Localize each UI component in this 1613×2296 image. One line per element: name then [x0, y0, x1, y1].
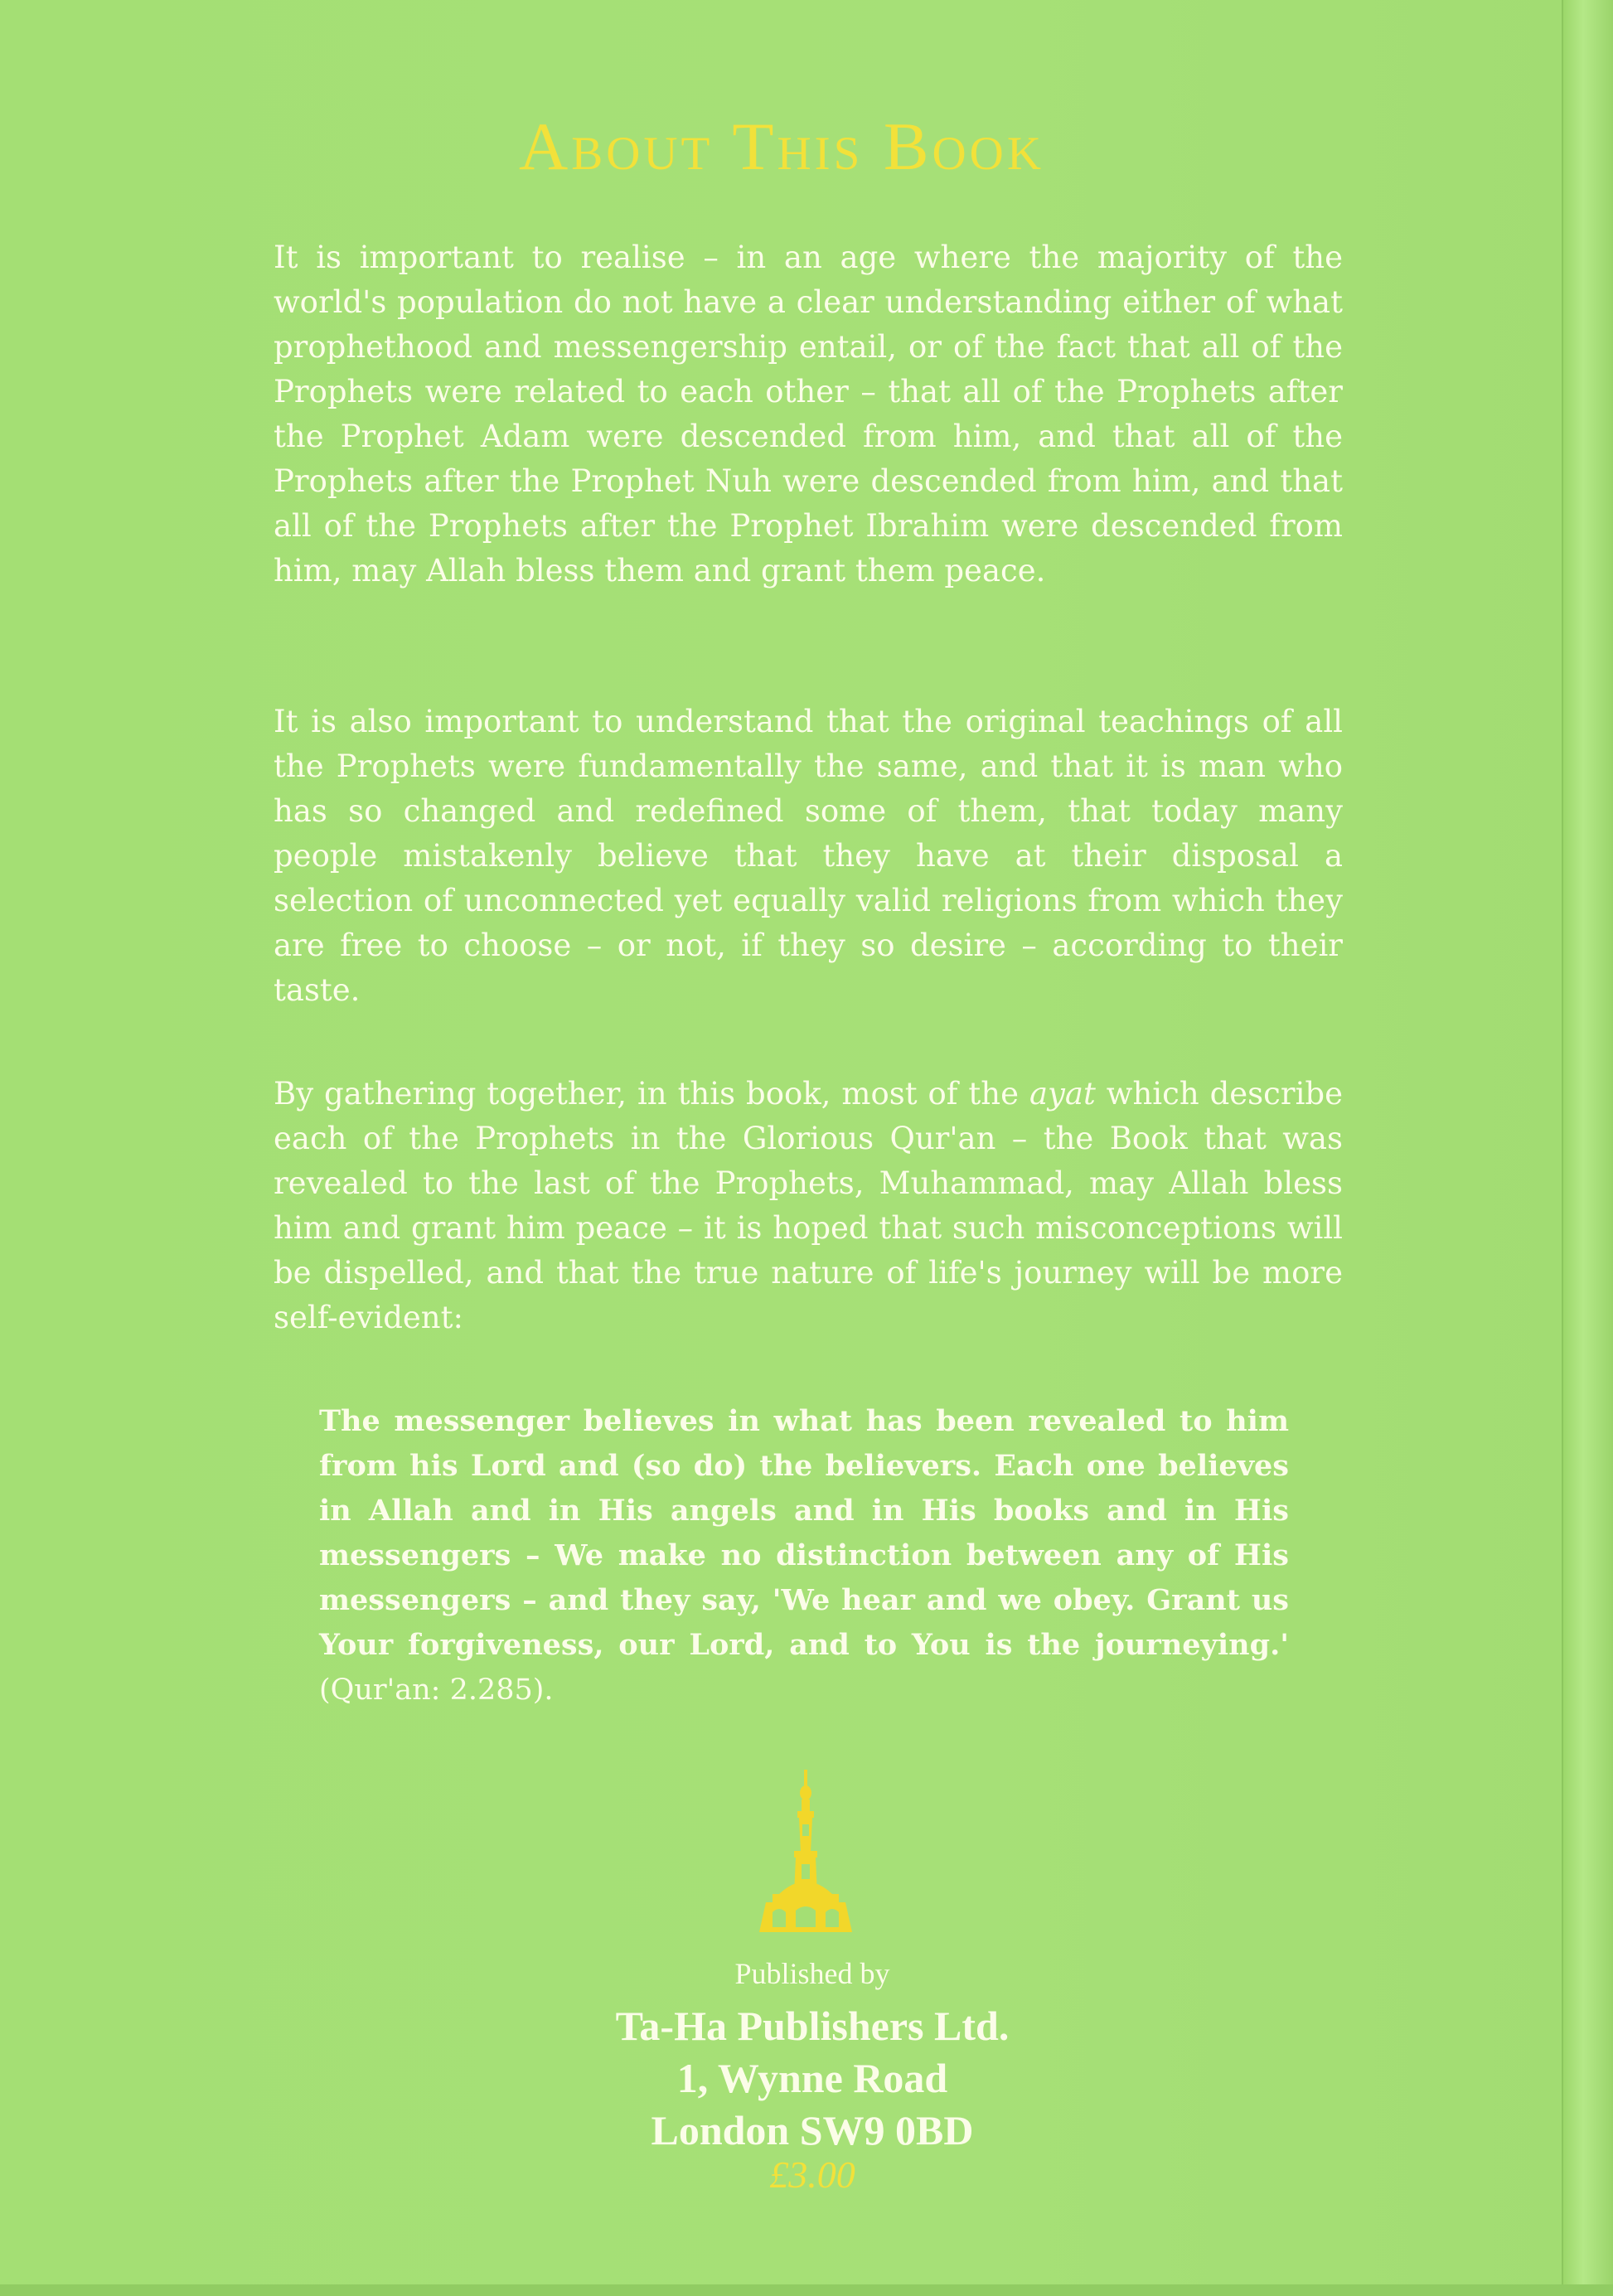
paragraph-text: which describe each of the Prophets in the Glorious Qur'an – the Book that was revealed to the last of the Prophets, Muhammad, may Allah bless him and grant him peace – it is hoped that such misconceptions will be dispelled, and that the true nature of life's journey will be more self-evident: — [274, 1076, 1343, 1335]
quote-text: The messenger believes in what has been revealed to him from his Lord and (so do) the believers. Each one believes in Allah and in His angels and in His books and in His messengers – We make no distinction between any of His messengers – and they say, 'We hear and we obey. Grant us Your forgiveness, our Lord, and to You is the journeying.' — [319, 1404, 1289, 1662]
ayat-term: ayat — [1029, 1076, 1096, 1112]
paragraph-original-teachings: It is also important to understand that the original teachings of all the Prophets were fundamentally the same, and that it is man who has so changed and redefined some of them, that today many people mistakenly believe that they have at their disposal a selection of unconnected yet equally valid religions from which they are free to choose – or not, if they so desire – according to their taste. — [274, 704, 1343, 1008]
mosque-minaret-logo-icon — [754, 1770, 858, 1935]
publisher-address-line1: 1, Wynne Road — [676, 2055, 948, 2101]
book-bottom-edge — [0, 2284, 1613, 2296]
published-by-label: Published by — [734, 1957, 890, 1990]
book-spine-edge — [1562, 0, 1613, 2296]
quote-reference: (Qur'an: 2.285). — [319, 1674, 554, 1707]
paragraph-gathering-ayat — [274, 1072, 1343, 1340]
publisher-name: Ta-Ha Publishers Ltd. — [615, 2003, 1010, 2049]
paragraph-prophets-related: It is important to realise – in an age where the majority of the world's population do not have a clear understanding either of what prophethood and messengership entail, or of the fact that all of the Prophets were related to each other – that all of the Prophets after the Prophet Adam were descended from him, and that all of the Prophets after the Prophet Nuh were descended from him, and that all of the Prophets after the Prophet Ibrahim were descended from him, may Allah bless them and grant them peace. — [274, 240, 1343, 589]
page-title: About This Book — [518, 109, 1045, 184]
publisher-address-line2: London SW9 0BD — [651, 2107, 974, 2153]
book-price: £3.00 — [769, 2153, 855, 2196]
quran-quote — [319, 1399, 1289, 1712]
paragraph-text: By gathering together, in this book, most of the — [274, 1076, 1029, 1112]
